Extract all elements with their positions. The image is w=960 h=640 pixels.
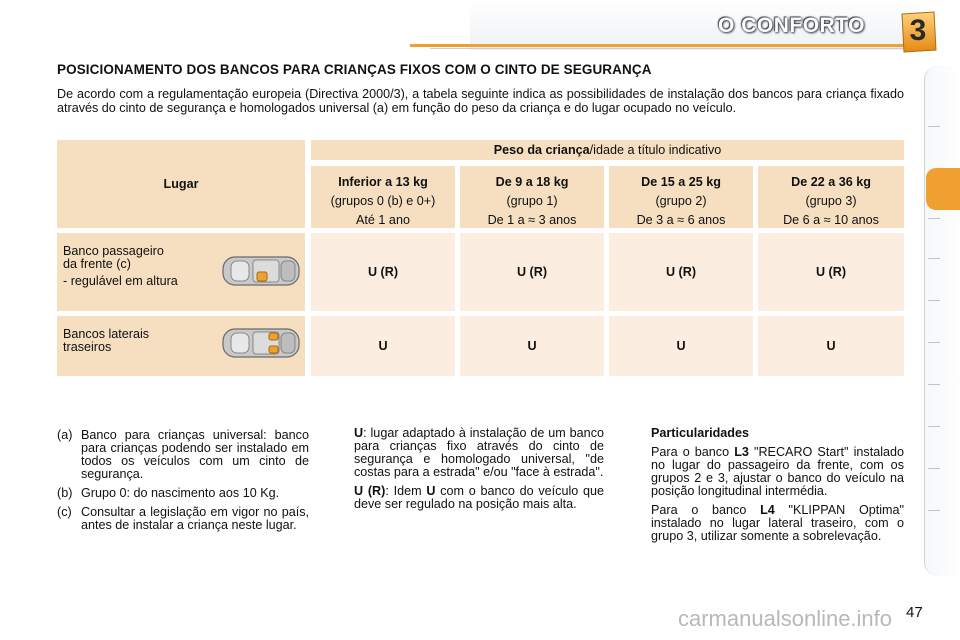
group-title: Inferior a 13 kg — [338, 175, 428, 189]
chapter-badge — [898, 10, 938, 54]
legend-text: com o banco do veículo que deve ser regulado na posição mais alta. — [354, 484, 605, 511]
paragraph-text: "RECARO Start" instalado no lugar do passageiro da frente, com os grupos 2 e 3, ajustar o banco do veículo na posição longitudinal intermédia. — [651, 445, 905, 498]
footnote-item — [57, 506, 309, 532]
side-tab-divider — [928, 258, 940, 259]
chapter-title: O CONFORTO — [718, 14, 865, 37]
footnote-key: (b) — [57, 486, 73, 500]
table-header-group-2 — [609, 166, 753, 228]
table-cell: U (R) — [311, 233, 455, 311]
particularidades-p1 — [651, 446, 904, 498]
peso-header-bold: Peso da criança — [493, 143, 590, 157]
row-label-line: traseiros — [63, 340, 112, 354]
legend-ur — [354, 485, 604, 511]
group-label: (grupo 3) — [805, 194, 857, 208]
legend-u — [354, 427, 604, 479]
table-cell: U — [758, 316, 904, 376]
table-cell: U — [460, 316, 604, 376]
side-tab-divider — [928, 126, 940, 127]
particularidades — [651, 427, 904, 549]
group-label: (grupos 0 (b) e 0+) — [330, 194, 436, 208]
table-header-group-0 — [311, 166, 455, 228]
side-tab-divider — [928, 510, 940, 511]
side-chapter-tabs — [924, 66, 960, 576]
side-tab-divider — [928, 218, 940, 219]
group-age: De 1 a ≈ 3 anos — [487, 213, 577, 227]
table-row-label-front — [57, 233, 305, 311]
footnote-key: (a) — [57, 428, 73, 442]
legend — [354, 427, 604, 517]
group-title: De 22 a 36 kg — [791, 175, 871, 189]
watermark: carmanualsonline.info — [678, 606, 893, 631]
row-label-line: da frente (c) — [63, 257, 131, 271]
legend-text: : Idem — [385, 484, 427, 498]
table-cell: U — [609, 316, 753, 376]
side-tab-divider — [928, 300, 940, 301]
group-label: (grupo 1) — [506, 194, 558, 208]
table-header-lugar: Lugar — [57, 140, 305, 228]
row-label-line: Bancos laterais — [63, 327, 150, 341]
group-title: De 9 a 18 kg — [495, 175, 569, 189]
header-divider — [430, 48, 930, 49]
group-title: De 15 a 25 kg — [641, 175, 721, 189]
row-label-line: - regulável em altura — [63, 274, 178, 288]
footnote-text: Consultar a legislação em vigor no país, antes de instalar a criança neste lugar. — [81, 505, 309, 532]
peso-header-rest: /idade a título indicativo — [589, 143, 722, 157]
side-tab-divider — [928, 342, 940, 343]
particularidades-p2 — [651, 504, 904, 543]
section-title: POSICIONAMENTO DOS BANCOS PARA CRIANÇAS FIXOS COM O CINTO DE SEGURANÇA — [57, 62, 652, 77]
table-cell: U (R) — [460, 233, 604, 311]
table-cell: U (R) — [758, 233, 904, 311]
group-age: De 6 a ≈ 10 anos — [783, 213, 879, 227]
legend-key: U — [426, 484, 436, 498]
particularidades-title: Particularidades — [651, 426, 749, 440]
seat-code: L4 — [760, 503, 775, 517]
table-header-group-1 — [460, 166, 604, 228]
legend-key: U — [354, 426, 364, 440]
table-cell: U (R) — [609, 233, 753, 311]
side-tab-divider — [928, 384, 940, 385]
intro-paragraph: De acordo com a regulamentação europeia (Directiva 2000/3), a tabela seguinte indica as possibilidades de instalação dos bancos para criança fixado através do cinto de segurança e homologados universal (a) em função do peso da criança e do lugar ocupado no veículo. — [57, 87, 904, 115]
car-seat-front-icon — [221, 253, 301, 289]
footnote-text: Grupo 0: do nascimento aos 10 Kg. — [81, 486, 280, 500]
table-header-peso — [311, 140, 904, 160]
side-tab-divider — [928, 426, 940, 427]
header-accent-line — [410, 44, 930, 47]
group-age: Até 1 ano — [356, 213, 410, 227]
row-label-line: Banco passageiro — [63, 244, 164, 258]
footnote-item — [57, 429, 309, 481]
seat-code: L3 — [734, 445, 749, 459]
chapter-number: 3 — [909, 14, 927, 47]
car-seat-rear-icon — [221, 325, 301, 361]
group-label: (grupo 2) — [655, 194, 707, 208]
paragraph-text: Para o banco — [651, 445, 735, 459]
footnotes — [57, 429, 309, 538]
footnote-item — [57, 487, 309, 500]
footnote-key: (c) — [57, 505, 72, 519]
paragraph-text: "KLIPPAN Optima" instalado no lugar lateral traseiro, com o grupo 3, utilizar somente a sobrelevação. — [651, 503, 905, 543]
side-tab-divider — [928, 468, 940, 469]
table-row-label-rear — [57, 316, 305, 376]
footnote-text: Banco para crianças universal: banco para crianças podendo ser instalado em todos os veículos com um cinto de segurança. — [81, 428, 309, 481]
group-age: De 3 a ≈ 6 anos — [636, 213, 726, 227]
page-number: 47 — [906, 604, 923, 621]
table-cell: U — [311, 316, 455, 376]
side-tab-active[interactable] — [926, 168, 960, 210]
table-header-group-3 — [758, 166, 904, 228]
legend-key: U (R) — [354, 484, 386, 498]
legend-text: : lugar adaptado à instalação de um banco para crianças fixo através do cinto de segurança e homologado universal, "de costas para a estrada" e/ou "face à estrada". — [354, 426, 604, 479]
paragraph-text: Para o banco — [651, 503, 761, 517]
